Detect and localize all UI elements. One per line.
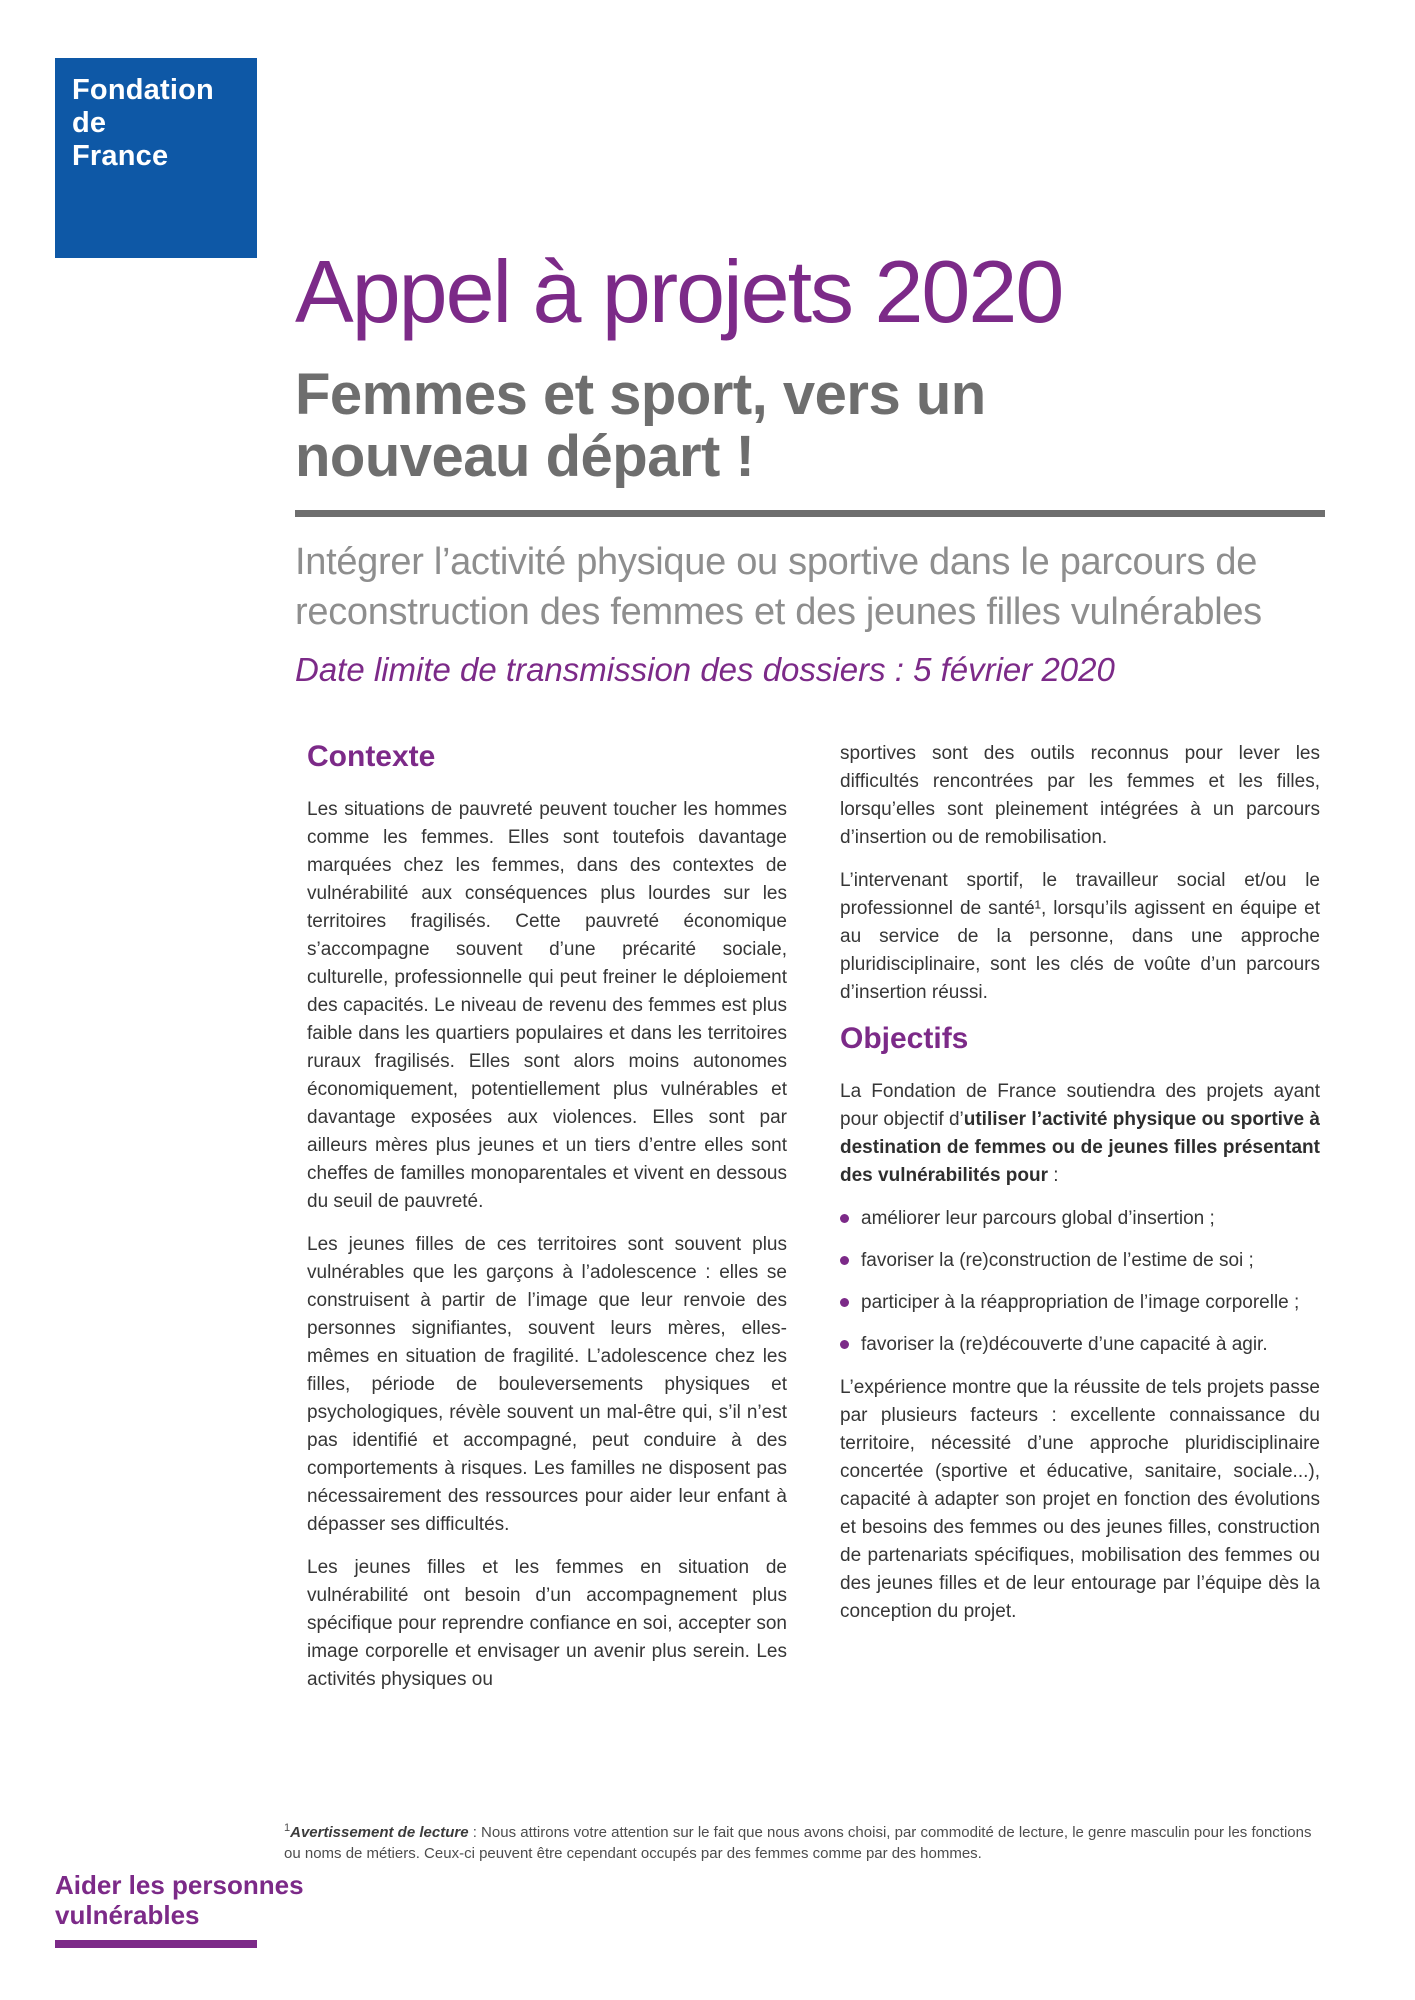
title-divider [295,510,1325,517]
list-item [840,1247,1320,1275]
left-column [307,740,787,1709]
list-item-text: participer à la réappropriation de l’image corporelle ; [861,1292,1300,1313]
list-item [840,1331,1320,1359]
list-item-text: améliorer leur parcours global d’insertion ; [861,1208,1215,1229]
footer-tagline [55,1870,304,1948]
logo-line: de [72,107,107,140]
fondation-de-france-logo [55,58,257,258]
document-header [295,242,1325,689]
objectives-list [840,1205,1320,1359]
footnote-text: : Nous attirons votre attention sur le fait que nous avons choisi, par commodité de lecture, le genre masculin pour les fonctions ou noms de métiers. Ceux-ci peuvent être cependant occupés par des femmes comme par des hommes. [284,1824,1312,1862]
body-paragraph: L’intervenant sportif, le travailleur social et/ou le professionnel de santé¹, lorsqu’ils agissent en équipe et au service de la personne, dans une approche pluridisciplinaire, sont les clés de voûte d’un parcours d’insertion réussi. [840,870,1320,1003]
bullet-dot-icon [840,1298,849,1307]
kicker-appel-a-projets: Appel à projets 2020 [295,242,1063,341]
footnote [284,1818,1316,1864]
list-item [840,1205,1320,1233]
right-column [840,740,1320,1641]
footnote-label: Avertissement de lecture [290,1824,469,1841]
bullet-dot-icon [840,1340,849,1349]
logo-line: Fondation [72,74,214,106]
bullet-dot-icon [840,1256,849,1265]
footnote-marker: 1 [284,1822,291,1834]
body-paragraph: L’expérience montre que la réussite de tels projets passe par plusieurs facteurs : excellente connaissance du territoire, nécessité d’une approche pluridisciplinaire concertée (sportive et éducative, sanitaire, sociale...), capacité à adapter son projet en fonction des évolutions et besoins des femmes ou des jeunes filles, construction de partenariats spécifiques, mobilisation des femmes ou des jeunes filles et de leur entourage par l’équipe dès la conception du projet. [840,1377,1320,1622]
logo-line: France [72,140,169,173]
logo-text [72,74,245,173]
page-title: Femmes et sport, vers un nouveau départ ! [295,362,986,490]
tagline-text [55,1870,304,1930]
deadline-note: Date limite de transmission des dossiers : 5 février 2020 [295,651,1115,689]
intro-regular-text: La Fondation de France soutiendra des projets ayant pour objectif d’ [840,1081,1320,1130]
section-heading-objectifs: Objectifs [840,1022,969,1055]
body-paragraph: sportives sont des outils reconnus pour lever les difficultés rencontrées par les femmes et les filles, lorsqu’elles sont pleinement intégrées à un parcours d’insertion ou de remobilisation. [840,743,1320,848]
body-paragraph: Les jeunes filles et les femmes en situation de vulnérabilité ont besoin d’un accompagnement plus spécifique pour reprendre confiance en soi, accepter son image corporelle et envisager un avenir plus serein. Les activités physiques ou [307,1557,787,1690]
body-paragraph: Les situations de pauvreté peuvent toucher les hommes comme les femmes. Elles sont toutefois davantage marquées chez les femmes, dans des contextes de vulnérabilité aux conséquences plus lourdes sur les territoires fragilisés. Cette pauvreté économique s’accompagne souvent d’une précarité sociale, culturelle, professionnelle qui peut freiner le déploiement des capacités. Le niveau de revenu des femmes est plus faible dans les quartiers populaires et dans les territoires ruraux fragilisés. Elles sont alors moins autonomes économiquement, potentiellement plus vulnérables et davantage exposées aux violences. Elles sont par ailleurs mères plus jeunes et un tiers d’entre elles sont cheffes de familles monoparentales et vivent en dessous du seuil de pauvreté. [307,799,787,1212]
body-paragraph: Les jeunes filles de ces territoires sont souvent plus vulnérables que les garçons à l’adolescence : elles se construisent à partir de l’image que leur renvoie des personnes signifiantes, souvent leurs mères, elles-mêmes en situation de fragilité. L’adolescence chez les filles, période de bouleversements physiques et psychologiques, révèle souvent un mal-être qui, s’il n’est pas identifié et accompagné, peut conduire à des comportements à risques. Les familles ne disposent pas nécessairement des ressources pour aider leur enfant à dépasser ses difficultés. [307,1234,787,1535]
page-subtitle: Intégrer l’activité physique ou sportive dans le parcours de reconstruction des femmes et des jeunes filles vulnérables [295,541,1262,634]
tagline-line: Aider les personnes [55,1870,304,1900]
footer-bar [55,1940,257,1948]
intro-bold-text: utiliser l’activité physique ou sportive à destination de femmes ou de jeunes filles présentant des vulnérabilités pour [840,1109,1320,1186]
section-heading-contexte: Contexte [307,740,436,773]
list-item [840,1289,1320,1317]
list-item-text: favoriser la (re)découverte d’une capacité à agir. [861,1334,1268,1355]
objectives-intro [840,1078,1320,1190]
intro-suffix: : [1048,1165,1059,1186]
tagline-line: vulnérables [55,1900,200,1931]
list-item-text: favoriser la (re)construction de l’estime de soi ; [861,1250,1254,1271]
bullet-dot-icon [840,1214,849,1223]
